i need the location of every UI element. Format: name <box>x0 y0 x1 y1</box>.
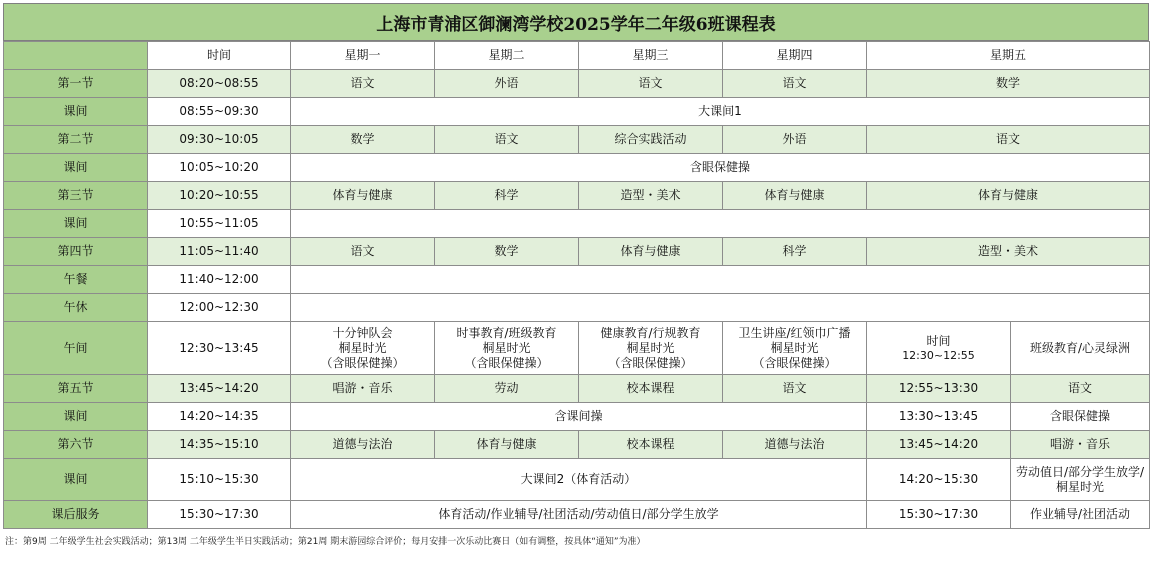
table-row <box>4 501 1150 529</box>
line: 时事教育/班级教育 <box>456 325 557 340</box>
cell-tuesday: 科学 <box>435 182 579 210</box>
row-time: 11:05~11:40 <box>148 238 291 266</box>
schedule-table <box>3 41 1150 529</box>
line: 卫生讲座/红领巾广播 <box>738 325 851 340</box>
cell-tuesday: 外语 <box>435 70 579 98</box>
cell-monday <box>291 322 435 375</box>
cell-wednesday: 综合实践活动 <box>579 126 723 154</box>
line: 桐星时光 <box>770 340 819 355</box>
cell-thursday: 语文 <box>723 375 867 403</box>
line: 劳动值日/部分学生放学/ <box>1015 464 1145 479</box>
row-label: 第四节 <box>4 238 148 266</box>
line: （含眼保健操） <box>752 355 837 370</box>
line: （含眼保健操） <box>608 355 693 370</box>
row-time: 15:30~17:30 <box>148 501 291 529</box>
cell-wednesday: 校本课程 <box>579 375 723 403</box>
cell-thursday: 外语 <box>723 126 867 154</box>
table-row <box>4 266 1150 294</box>
table-row <box>4 459 1150 501</box>
row-time: 10:20~10:55 <box>148 182 291 210</box>
cell-merged <box>291 294 1150 322</box>
cell-wednesday: 校本课程 <box>579 431 723 459</box>
header-time: 时间 <box>148 42 291 70</box>
cell-wednesday <box>579 322 723 375</box>
cell-merged: 大课间1 <box>291 98 1150 126</box>
cell-wednesday: 语文 <box>579 70 723 98</box>
line: 桐星时光 <box>338 340 387 355</box>
line: 健康教育/行规教育 <box>600 325 701 340</box>
row-time: 11:40~12:00 <box>148 266 291 294</box>
cell-friday-time: 13:30~13:45 <box>867 403 1011 431</box>
header-friday: 星期五 <box>867 42 1150 70</box>
cell-tuesday: 体育与健康 <box>435 431 579 459</box>
line: 桐星时光 <box>626 340 675 355</box>
table-row <box>4 154 1150 182</box>
row-label: 第三节 <box>4 182 148 210</box>
line: 十分钟队会 <box>332 325 393 340</box>
line: 桐星时光 <box>1055 479 1104 494</box>
row-time: 08:55~09:30 <box>148 98 291 126</box>
row-time: 09:30~10:05 <box>148 126 291 154</box>
footnote: 注：第9周 二年级学生社会实践活动；第13周 二年级学生半日实践活动；第21周 期末游园综合评价；每月安排一次乐动比赛日（如有调整，按具体“通知”为准） <box>5 537 646 547</box>
table-row <box>4 182 1150 210</box>
row-label: 第二节 <box>4 126 148 154</box>
row-time: 12:30~13:45 <box>148 322 291 375</box>
row-label: 课间 <box>4 98 148 126</box>
cell-monday: 语文 <box>291 238 435 266</box>
cell-monday: 道德与法治 <box>291 431 435 459</box>
cell-tuesday <box>435 322 579 375</box>
table-row <box>4 210 1150 238</box>
cell-monday: 唱游・音乐 <box>291 375 435 403</box>
line: 桐星时光 <box>482 340 531 355</box>
cell-friday: 语文 <box>867 126 1150 154</box>
row-label: 第一节 <box>4 70 148 98</box>
cell-friday-time: 13:45~14:20 <box>867 431 1011 459</box>
row-time: 10:05~10:20 <box>148 154 291 182</box>
row-label: 第五节 <box>4 375 148 403</box>
table-row <box>4 98 1150 126</box>
row-label: 课间 <box>4 459 148 501</box>
cell-friday: 班级教育/心灵绿洲 <box>1011 322 1150 375</box>
row-label: 午休 <box>4 294 148 322</box>
cell-merged: 大课间2（体育活动） <box>291 459 867 501</box>
cell-merged: 含眼保健操 <box>291 154 1150 182</box>
cell-tuesday: 语文 <box>435 126 579 154</box>
cell-monday: 语文 <box>291 70 435 98</box>
cell-friday: 含眼保健操 <box>1011 403 1150 431</box>
row-label: 午间 <box>4 322 148 375</box>
line: （含眼保健操） <box>320 355 405 370</box>
row-label: 第六节 <box>4 431 148 459</box>
line: （含眼保健操） <box>464 355 549 370</box>
cell-wednesday: 体育与健康 <box>579 238 723 266</box>
cell-thursday: 语文 <box>723 70 867 98</box>
line: 时间 <box>926 334 951 348</box>
cell-thursday <box>723 322 867 375</box>
cell-friday: 体育与健康 <box>867 182 1150 210</box>
table-row <box>4 126 1150 154</box>
row-time: 12:00~12:30 <box>148 294 291 322</box>
cell-wednesday: 造型・美术 <box>579 182 723 210</box>
cell-merged: 含课间操 <box>291 403 867 431</box>
cell-tuesday: 劳动 <box>435 375 579 403</box>
cell-tuesday: 数学 <box>435 238 579 266</box>
cell-thursday: 体育与健康 <box>723 182 867 210</box>
row-label: 课后服务 <box>4 501 148 529</box>
cell-monday: 数学 <box>291 126 435 154</box>
table-row <box>4 70 1150 98</box>
cell-thursday: 道德与法治 <box>723 431 867 459</box>
cell-friday: 语文 <box>1011 375 1150 403</box>
table-row <box>4 294 1150 322</box>
cell-monday: 体育与健康 <box>291 182 435 210</box>
row-time: 08:20~08:55 <box>148 70 291 98</box>
cell-friday-time: 15:30~17:30 <box>867 501 1011 529</box>
row-label: 课间 <box>4 154 148 182</box>
cell-merged <box>291 266 1150 294</box>
cell-merged: 体育活动/作业辅导/社团活动/劳动值日/部分学生放学 <box>291 501 867 529</box>
header-thursday: 星期四 <box>723 42 867 70</box>
cell-merged <box>291 210 1150 238</box>
table-row <box>4 238 1150 266</box>
cell-friday <box>1011 459 1150 501</box>
header-monday: 星期一 <box>291 42 435 70</box>
table-row <box>4 375 1150 403</box>
header-row <box>4 42 1150 70</box>
row-time: 14:35~15:10 <box>148 431 291 459</box>
row-label: 午餐 <box>4 266 148 294</box>
cell-friday-time <box>867 322 1011 375</box>
cell-friday-time: 12:55~13:30 <box>867 375 1011 403</box>
header-tuesday: 星期二 <box>435 42 579 70</box>
row-time: 15:10~15:30 <box>148 459 291 501</box>
table-row <box>4 403 1150 431</box>
line: 12:30~12:55 <box>902 349 975 362</box>
row-time: 14:20~14:35 <box>148 403 291 431</box>
row-time: 10:55~11:05 <box>148 210 291 238</box>
row-label: 课间 <box>4 403 148 431</box>
header-wednesday: 星期三 <box>579 42 723 70</box>
cell-friday: 作业辅导/社团活动 <box>1011 501 1150 529</box>
cell-thursday: 科学 <box>723 238 867 266</box>
row-time: 13:45~14:20 <box>148 375 291 403</box>
cell-friday-time: 14:20~15:30 <box>867 459 1011 501</box>
table-row <box>4 431 1150 459</box>
cell-friday: 数学 <box>867 70 1150 98</box>
row-label: 课间 <box>4 210 148 238</box>
cell-friday: 唱游・音乐 <box>1011 431 1150 459</box>
cell-friday: 造型・美术 <box>867 238 1150 266</box>
table-row <box>4 322 1150 375</box>
page-title: 上海市青浦区御澜湾学校2025学年二年级6班课程表 <box>3 3 1149 41</box>
header-corner <box>4 42 148 70</box>
